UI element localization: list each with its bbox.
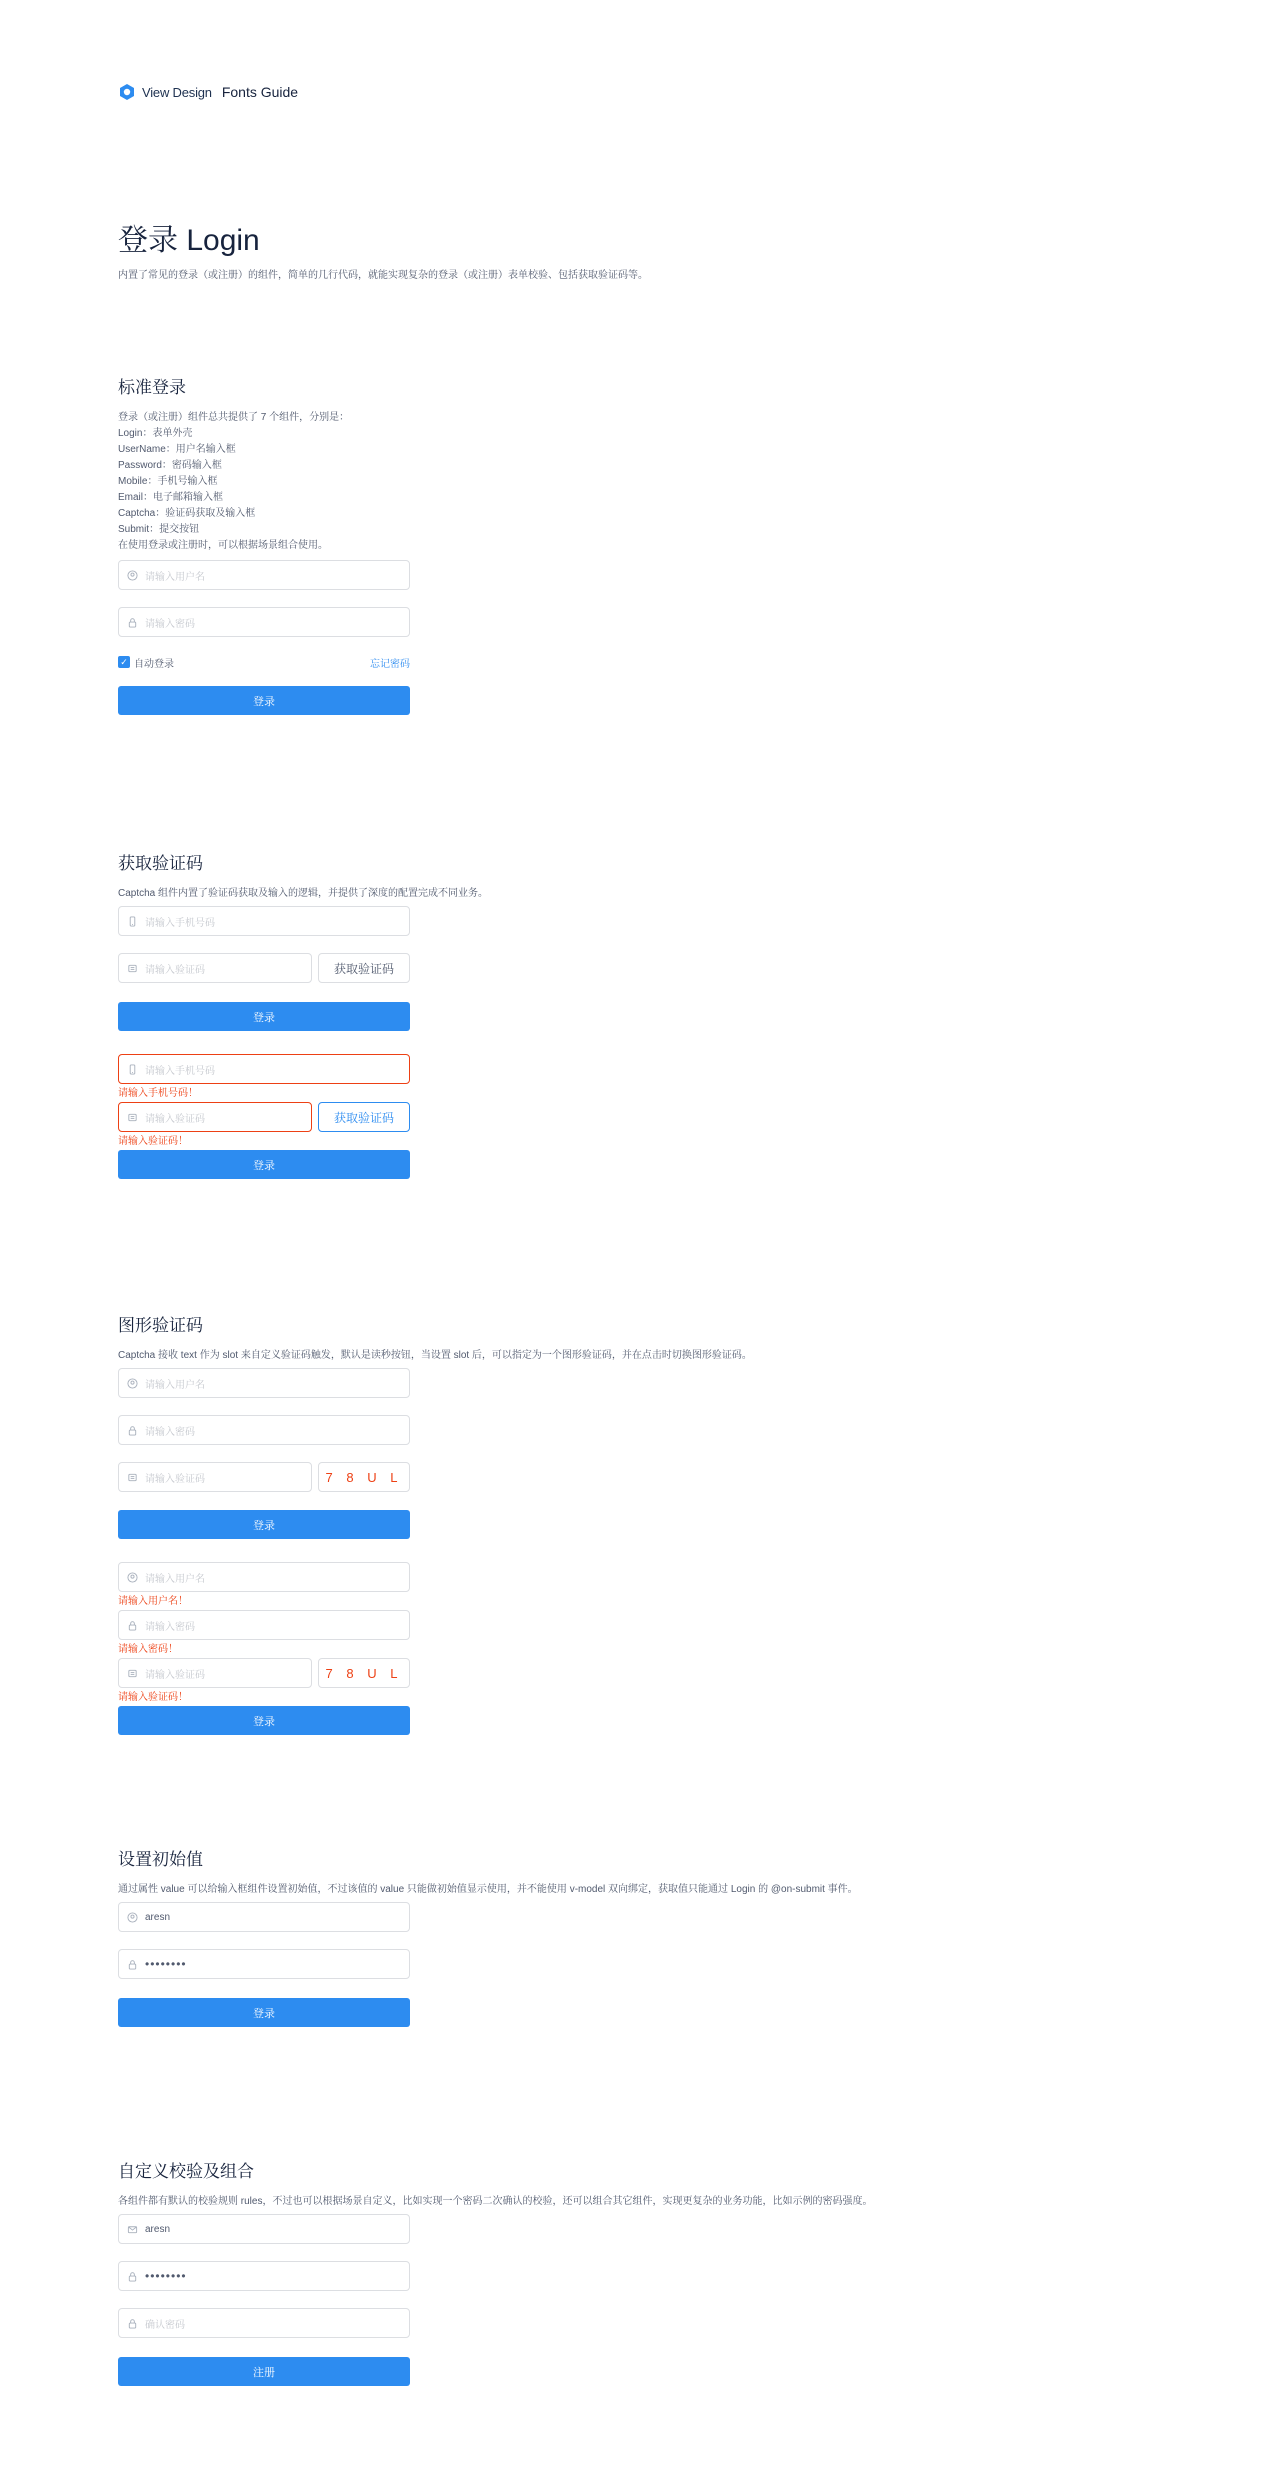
mobile-placeholder: 请输入手机号码 xyxy=(145,917,215,929)
username-value: aresn xyxy=(145,1911,171,1923)
password-input[interactable] xyxy=(118,2261,410,2291)
captcha-error-message: 请输入验证码！ xyxy=(118,1136,188,1147)
login-button[interactable]: 登录 xyxy=(118,686,410,715)
login-button[interactable]: 登录 xyxy=(118,1998,410,2027)
section-description: 通过属性 value 可以给输入框组件设置初始值，不过该值的 value 只能做初始值显示使用，并不能使用 v-model 双向绑定，获取值只能通过 Login 的 @on-submit 事件。 xyxy=(118,1884,858,1895)
captcha-image[interactable]: 7 8 U L xyxy=(318,1658,410,1688)
mail-icon xyxy=(119,1112,145,1123)
desc-line: Captcha：验证码获取及输入框 xyxy=(118,508,256,519)
get-captcha-button[interactable]: 获取验证码 xyxy=(318,953,410,983)
mail-icon xyxy=(119,2224,145,2235)
password-value: •••••••• xyxy=(145,1957,187,1971)
lock-icon xyxy=(119,2271,145,2282)
lock-icon xyxy=(119,1959,145,1970)
password-placeholder: 请输入密码 xyxy=(145,1426,195,1438)
mobile-placeholder: 请输入手机号码 xyxy=(145,1065,215,1077)
section-title: 获取验证码 xyxy=(118,854,203,873)
captcha-placeholder: 请输入验证码 xyxy=(145,1113,205,1125)
section-graphic-captcha xyxy=(118,1314,1118,1728)
captcha-error-message: 请输入验证码！ xyxy=(118,1692,188,1703)
password-placeholder: 请输入密码 xyxy=(145,618,195,630)
username-error-message: 请输入用户名！ xyxy=(118,1596,188,1607)
username-input[interactable] xyxy=(118,560,410,590)
captcha-placeholder: 请输入验证码 xyxy=(145,1669,205,1681)
password-input[interactable] xyxy=(118,1415,410,1445)
captcha-input[interactable] xyxy=(118,1462,312,1492)
user-icon xyxy=(119,1378,145,1389)
get-captcha-button-hover[interactable]: 获取验证码 xyxy=(318,1102,410,1132)
desc-line: Mobile：手机号输入框 xyxy=(118,476,218,487)
mobile-input[interactable] xyxy=(118,906,410,936)
page-title: 登录 Login xyxy=(118,224,260,257)
login-button[interactable]: 登录 xyxy=(118,1706,410,1735)
lock-icon xyxy=(119,617,145,628)
forgot-password-link[interactable]: 忘记密码 xyxy=(370,658,410,670)
login-button[interactable]: 登录 xyxy=(118,1150,410,1179)
auto-login-checkbox[interactable] xyxy=(118,655,174,670)
captcha-input-error[interactable] xyxy=(118,1102,312,1132)
section-get-captcha xyxy=(118,852,1118,1172)
mail-icon xyxy=(119,1472,145,1483)
confirm-password-input[interactable] xyxy=(118,2308,410,2338)
captcha-image[interactable]: 7 8 U L xyxy=(318,1462,410,1492)
section-title: 自定义校验及组合 xyxy=(118,2162,254,2181)
section-description xyxy=(118,410,1118,554)
password-placeholder: 请输入密码 xyxy=(145,1621,195,1633)
brand-name[interactable]: View Design xyxy=(142,84,212,100)
username-input[interactable] xyxy=(118,1368,410,1398)
lock-icon xyxy=(119,1425,145,1436)
login-button[interactable]: 登录 xyxy=(118,1510,410,1539)
username-placeholder: 请输入用户名 xyxy=(145,571,205,583)
mobile-error-message: 请输入手机号码！ xyxy=(118,1088,198,1099)
section-title: 标准登录 xyxy=(118,378,186,397)
captcha-placeholder: 请输入验证码 xyxy=(145,964,205,976)
user-icon xyxy=(119,570,145,581)
desc-line: 在使用登录或注册时，可以根据场景组合使用。 xyxy=(118,540,328,551)
auto-login-label: 自动登录 xyxy=(134,658,174,670)
email-value: aresn xyxy=(145,2223,171,2235)
user-icon xyxy=(119,1912,145,1923)
user-icon xyxy=(119,1572,145,1583)
confirm-password-placeholder: 确认密码 xyxy=(145,2319,185,2331)
remember-row xyxy=(118,654,410,670)
lock-icon xyxy=(119,1620,145,1631)
password-value: •••••••• xyxy=(145,2269,187,2283)
username-placeholder: 请输入用户名 xyxy=(145,1379,205,1391)
section-description: 各组件都有默认的校验规则 rules，不过也可以根据场景自定义，比如实现一个密码二次确认的校验，还可以组合其它组件，实现更复杂的业务功能，比如示例的密码强度。 xyxy=(118,2196,873,2207)
section-title: 设置初始值 xyxy=(118,1850,203,1869)
password-input[interactable] xyxy=(118,607,410,637)
login-button[interactable]: 登录 xyxy=(118,1002,410,1031)
phone-icon xyxy=(119,916,145,927)
section-initial-values xyxy=(118,1848,1118,2020)
register-button[interactable]: 注册 xyxy=(118,2357,410,2386)
section-title: 图形验证码 xyxy=(118,1316,203,1335)
lock-icon xyxy=(119,2318,145,2329)
desc-line: Email：电子邮箱输入框 xyxy=(118,492,224,503)
check-icon: ✓ xyxy=(118,656,130,668)
header xyxy=(118,83,298,101)
username-input[interactable] xyxy=(118,1902,410,1932)
email-input[interactable] xyxy=(118,2214,410,2244)
password-input[interactable] xyxy=(118,1949,410,1979)
username-input[interactable] xyxy=(118,1562,410,1592)
captcha-input[interactable] xyxy=(118,953,312,983)
phone-icon xyxy=(119,1064,145,1075)
section-standard-login xyxy=(118,376,1118,708)
password-error-message: 请输入密码！ xyxy=(118,1644,178,1655)
desc-line: 登录（或注册）组件总共提供了 7 个组件，分别是： xyxy=(118,412,350,423)
desc-line: Submit：提交按钮 xyxy=(118,524,200,535)
mail-icon xyxy=(119,963,145,974)
desc-line: Login：表单外壳 xyxy=(118,428,193,439)
section-description: Captcha 接收 text 作为 slot 来自定义验证码触发，默认是读秒按钮，当设置 slot 后，可以指定为一个图形验证码，并在点击时切换图形验证码。 xyxy=(118,1350,752,1361)
section-custom-validation xyxy=(118,2160,1118,2379)
desc-line: UserName：用户名输入框 xyxy=(118,444,236,455)
desc-line: Password：密码输入框 xyxy=(118,460,222,471)
section-description: Captcha 组件内置了验证码获取及输入的逻辑，并提供了深度的配置完成不同业务。 xyxy=(118,888,489,899)
mail-icon xyxy=(119,1668,145,1679)
mobile-input-error[interactable] xyxy=(118,1054,410,1084)
view-design-logo-icon[interactable] xyxy=(118,83,136,101)
page-description: 内置了常见的登录（或注册）的组件，简单的几行代码，就能实现复杂的登录（或注册）表单校验、包括获取验证码等。 xyxy=(118,270,648,281)
captcha-input[interactable] xyxy=(118,1658,312,1688)
password-input[interactable] xyxy=(118,1610,410,1640)
username-placeholder: 请输入用户名 xyxy=(145,1573,205,1585)
fonts-guide-link[interactable]: Fonts Guide xyxy=(221,84,299,100)
captcha-placeholder: 请输入验证码 xyxy=(145,1473,205,1485)
